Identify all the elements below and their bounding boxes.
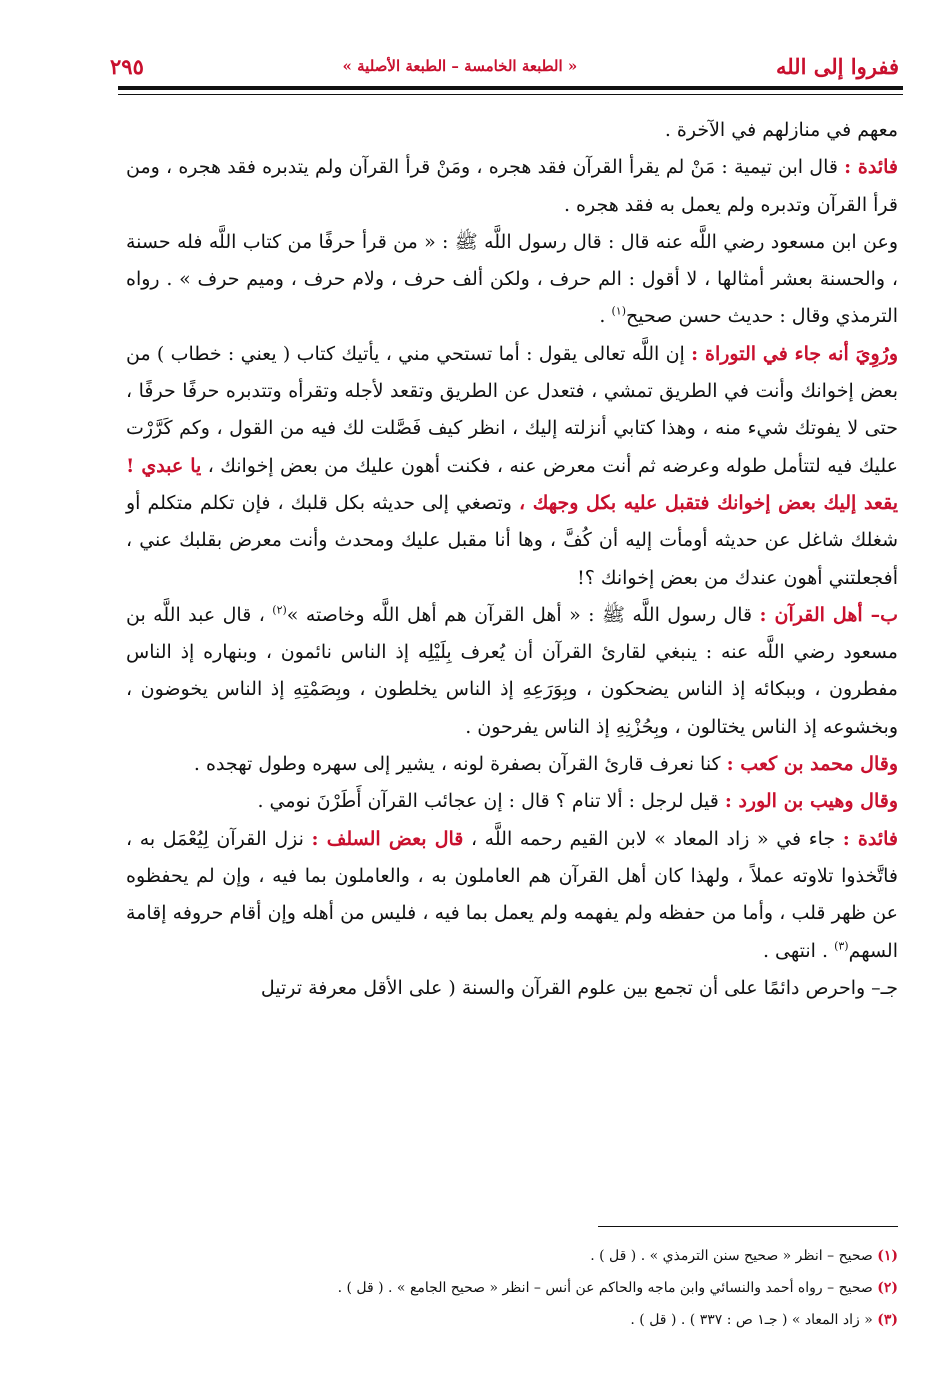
footnote-1-text: صحيح – انظر « صحيح سنن الترمذي » . ( قل ) . xyxy=(590,1248,878,1264)
torah-label: ورُوِيَ أنه جاء في التوراة : xyxy=(691,342,898,365)
footnote-1 xyxy=(126,1240,898,1272)
paragraph-8 xyxy=(126,821,898,970)
paragraph-4 xyxy=(126,336,898,597)
paragraph-8-text-a: جاء في « زاد المعاد » لابن القيم رحمه اللَّه ، xyxy=(463,827,843,850)
footnote-3-text: « زاد المعاد » ( جـ١ ص : ٣٣٧ ) . ( قل ) . xyxy=(630,1312,878,1328)
quran-people-heading: ب– أهل القرآن : xyxy=(759,603,899,626)
paragraph-9 xyxy=(126,970,898,1007)
running-title: ففروا إلى الله xyxy=(775,53,899,79)
torah-highlight: يا عبدي ! يقعد إليك بعض إخوانك فتقبل عليه بكل وجهك ، xyxy=(126,454,898,514)
wuhayb-label: وقال وهيب بن الورد : xyxy=(724,790,898,813)
footnote-ref-1: (١) xyxy=(611,305,627,319)
benefit-label-2: فائدة : xyxy=(842,827,899,850)
paragraph-7-text: قيل لرجل : ألا تنام ؟ قال : إن عجائب القرآن أَطَرْنَ نومي . xyxy=(257,790,725,813)
footnote-ref-3: (٣) xyxy=(834,939,849,953)
paragraph-8-end: . انتهى . xyxy=(762,939,835,962)
footnote-3-number: (٣) xyxy=(877,1312,898,1328)
footnote-1-number: (١) xyxy=(877,1248,898,1264)
paragraph-8-text-b: نزل القرآن لِيُعْمَل به ، فاتَّخذوا تلاوته عملاً ، ولهذا كان أهل القرآن هم العاملون به ، والعاملون بما فيه ، وإن لم يحفظوه عن ظهر قلب ، وأما من حفظه ولم يفهمه ولم يعمل بما فيه ، فليس من أهله وإن أقام حروفه إقامة السهم xyxy=(126,827,898,962)
footnotes xyxy=(126,1240,898,1336)
page-number: ٢٩٥ xyxy=(110,53,144,79)
paragraph-2 xyxy=(126,149,898,224)
paragraph-6-text: كنا نعرف قارئ القرآن بصفرة لونه ، يشير إلى سهره وطول تهجده . xyxy=(193,753,727,776)
page-header xyxy=(110,46,899,86)
paragraph-5 xyxy=(126,597,898,746)
edition-label: « الطبعة الخامسة – الطبعة الأصلية » xyxy=(342,57,578,75)
header-rule-thick xyxy=(118,86,903,90)
paragraph-7 xyxy=(126,783,898,820)
benefit-label: فائدة : xyxy=(844,156,899,179)
paragraph-5-text-a: قال رسول اللَّه ﷺ : « أهل القرآن هم أهل اللَّه وخاصته » xyxy=(286,603,760,626)
footnote-2-number: (٢) xyxy=(877,1280,898,1296)
paragraph-2-text: قال ابن تيمية : مَنْ لم يقرأ القرآن فقد هجره ، ومَنْ قرأ القرآن ولم يتدبره فقد هجره ، ومن قرأ القرآن وتدبره ولم يعمل به فقد هجره . xyxy=(126,156,898,216)
footnote-3 xyxy=(126,1304,898,1336)
paragraph-4-text-b: وتصغي إلى حديثه بكل قلبك ، فإن تكلم متكلم أو شغلك شاغل عن حديثه أومأت إليه أن كُفَّ ، وها أنا مقبل عليك ومحدث وأنت معرض بقلبك عني ، أفجعلتني أهون عندك من بعض إخوانك ؟! xyxy=(126,491,898,589)
header-rule-thin xyxy=(118,94,903,95)
footnote-2 xyxy=(126,1272,898,1304)
paragraph-4-text-a: إن اللَّه تعالى يقول : أما تستحي مني ، يأتيك كتاب ( يعني : خطاب ) من بعض إخوانك وأنت في الطريق تمشي ، فتعدل عن الطريق وتقعد لأجله وتقرأه وتتدبره حرفًا حرفًا ، حتى لا يفوتك شيء منه ، وهذا كتابي أنزلته إليك ، انظر كيف فَصَّلت لك فيه من القول ، وكم كَرَّرْت عليك فيه لتتأمل طوله وعرضه ثم أنت معرض عنه ، فكنت أهون عليك من بعض إخوانك ، xyxy=(126,342,899,477)
paragraph-6 xyxy=(126,746,898,783)
footnote-separator xyxy=(598,1226,898,1227)
muhammad-bin-kaab-label: وقال محمد بن كعب : xyxy=(726,753,898,776)
paragraph-5-text-b: ، قال عبد اللَّه بن مسعود رضي اللَّه عنه : ينبغي لقارئ القرآن أن يُعرف بِلَيْلِه إذ الناس نائمون ، وبنهاره إذ الناس مفطرون ، وببكائه إذ الناس يضحكون ، وبِوَرَعِهِ إذ الناس يخلطون ، وبِصَمْتِهِ إذ الناس يخوضون ، وبخشوعه إذ الناس يختالون ، وبِحُزْنِهِ إذ الناس يفرحون . xyxy=(126,603,898,738)
paragraph-9-text: جـ– واحرص دائمًا على أن تجمع بين علوم القرآن والسنة ( على الأقل معرفة ترتيل xyxy=(260,976,898,999)
paragraph-3-end: . xyxy=(599,305,612,328)
salaf-label: قال بعض السلف : xyxy=(311,827,464,850)
paragraph-1 xyxy=(126,112,898,149)
paragraph-1-text: معهم في منازلهم في الآخرة . xyxy=(664,119,898,141)
footnote-2-text: صحيح – رواه أحمد والنسائي وابن ماجه والحاكم عن أنس – انظر « صحيح الجامع » . ( قل ) . xyxy=(337,1280,878,1296)
paragraph-3 xyxy=(126,224,898,336)
paragraph-3-text: وعن ابن مسعود رضي اللَّه عنه قال : قال رسول اللَّه ﷺ : « من قرأ حرفًا من كتاب اللَّه فله حسنة ، والحسنة بعشر أمثالها ، لا أقول : الم حرف ، ولكن ألف حرف ، ولام حرف ، وميم حرف » . رواه الترمذي وقال : حديث حسن صحيح xyxy=(126,230,898,328)
body-text xyxy=(126,112,898,1007)
footnote-ref-2: (٢) xyxy=(272,603,287,617)
